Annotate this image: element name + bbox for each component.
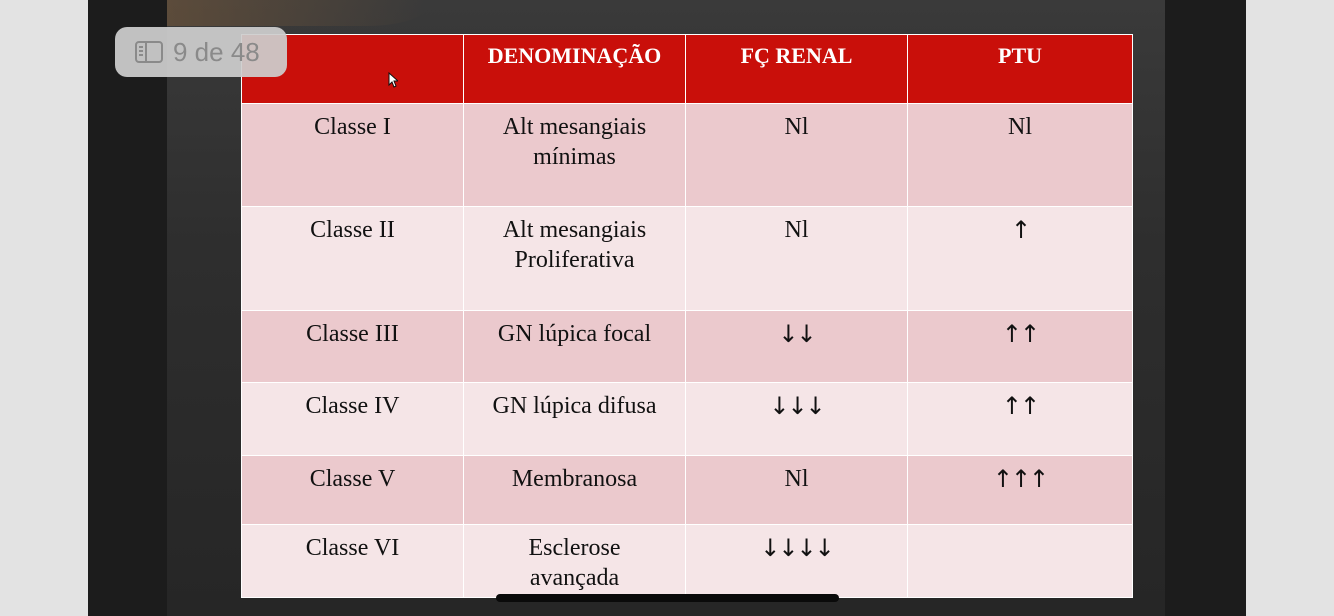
cell-classe: Classe I	[242, 104, 464, 207]
cell-classe: Classe II	[242, 207, 464, 311]
cell-ptu: ↑↑↑	[908, 456, 1133, 525]
denominacao-line-2: avançada	[529, 565, 620, 591]
cell-denominacao: GN lúpica difusa	[464, 383, 686, 456]
table-row	[242, 311, 1133, 383]
denominacao-line-1: Alt mesangiais	[502, 114, 647, 140]
denominacao-line-1: Esclerose	[528, 535, 621, 561]
device-frame-right	[1246, 0, 1334, 616]
cell-fc-renal: Nl	[686, 104, 908, 207]
cell-fc-renal: ↓↓↓	[686, 383, 908, 456]
cell-fc-renal: Nl	[686, 207, 908, 311]
cell-denominacao	[464, 104, 686, 207]
header-fc-renal: FÇ RENAL	[686, 35, 908, 104]
denominacao-line-2: Proliferativa	[514, 247, 635, 273]
cell-denominacao: GN lúpica focal	[464, 311, 686, 383]
cell-classe: Classe V	[242, 456, 464, 525]
cell-classe: Classe III	[242, 311, 464, 383]
cell-ptu: ↑↑	[908, 311, 1133, 383]
cell-denominacao: Membranosa	[464, 456, 686, 525]
cell-fc-renal: Nl	[686, 456, 908, 525]
denominacao-line-1: Alt mesangiais	[502, 217, 647, 243]
header-ptu: PTU	[908, 35, 1133, 104]
page-indicator-badge[interactable]	[115, 27, 287, 77]
lupus-nephritis-table	[241, 34, 1133, 598]
table-row	[242, 456, 1133, 525]
table-row	[242, 207, 1133, 311]
table-header-row	[242, 35, 1133, 104]
cell-ptu	[908, 525, 1133, 598]
cell-ptu: ↑	[908, 207, 1133, 311]
home-indicator-bar[interactable]	[496, 594, 839, 602]
denominacao-line-2: mínimas	[533, 144, 616, 170]
cell-denominacao	[464, 207, 686, 311]
slide-decoration	[167, 0, 427, 26]
cell-fc-renal: ↓↓	[686, 311, 908, 383]
cell-denominacao	[464, 525, 686, 598]
cell-ptu: ↑↑	[908, 383, 1133, 456]
sidebar-toggle-icon	[135, 41, 163, 63]
cell-ptu: Nl	[908, 104, 1133, 207]
page-indicator-label: 9 de 48	[173, 36, 260, 67]
cell-fc-renal: ↓↓↓↓	[686, 525, 908, 598]
mouse-pointer-icon	[388, 72, 398, 88]
header-denominacao: DENOMINAÇÃO	[464, 35, 686, 104]
device-frame-left	[0, 0, 88, 616]
table-row	[242, 104, 1133, 207]
table-row	[242, 525, 1133, 598]
cell-classe: Classe VI	[242, 525, 464, 598]
cell-classe: Classe IV	[242, 383, 464, 456]
table-row	[242, 383, 1133, 456]
